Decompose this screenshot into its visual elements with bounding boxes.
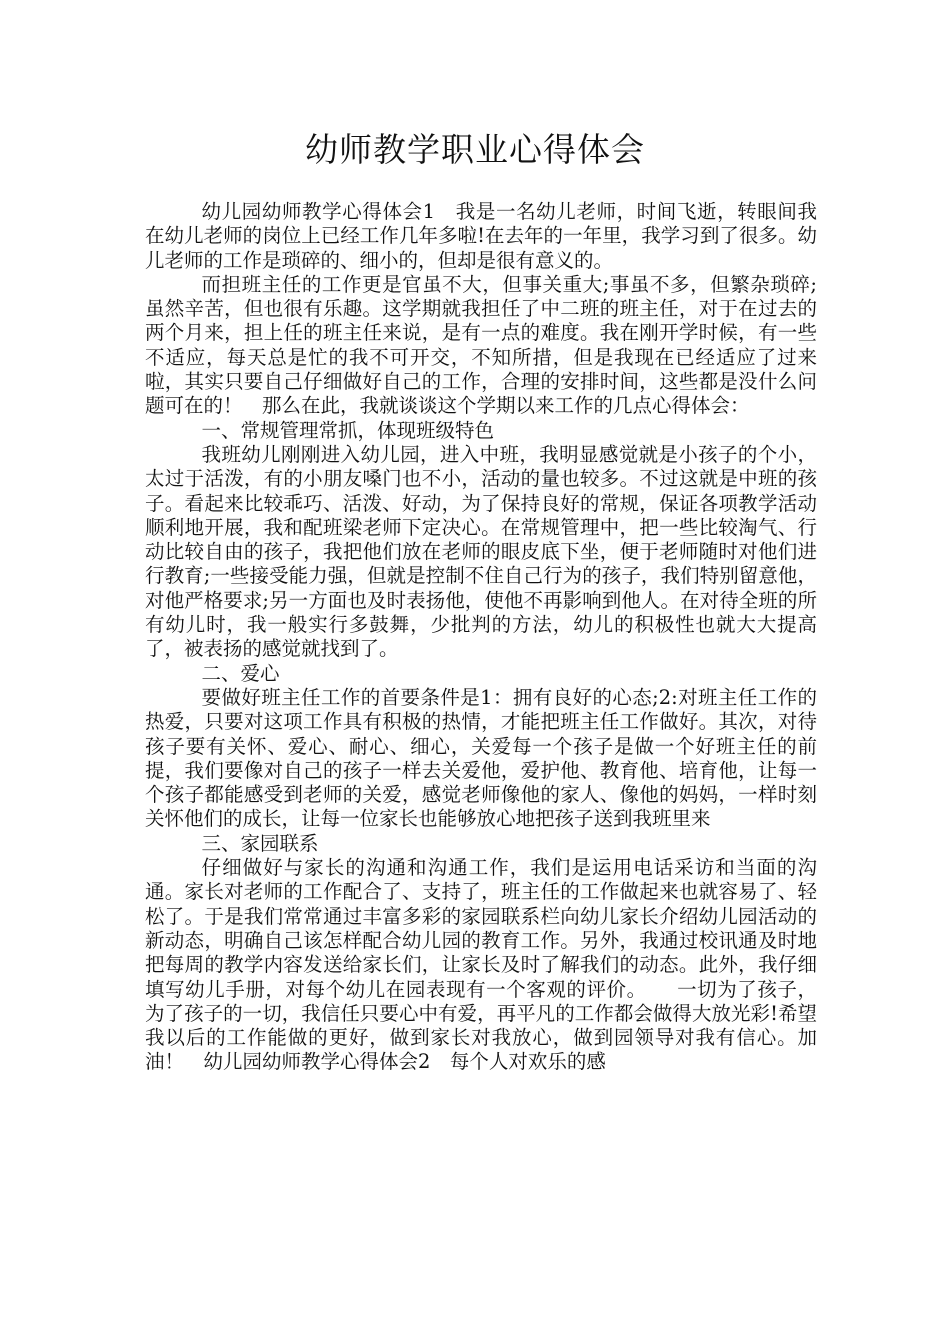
paragraph-head-teacher: 而担班主任的工作更是官虽不大，但事关重大;事虽不多，但繁杂琐碎;虽然辛苦，但也很有乐趣。这学期就我担任了中二班的班主任，对于在过去的两个月来，担上任的班主任来说，是有一点的难度。我在刚开学时候，有一些不适应，每天总是忙的我不可开交，不知所措，但是我现在已经适应了过来啦，其实只要自己仔细做好自己的工作，合理的安排时间，这些都是没什么问题可在的！ 那么在此，我就谈谈这个学期以来工作的几点心得体会： [145,272,817,418]
paragraph-home-school: 仔细做好与家长的沟通和沟通工作，我们是运用电话采访和当面的沟通。家长对老师的工作配合了、支持了，班主任的工作做起来也就容易了、轻松了。于是我们常常通过丰富多彩的家园联系栏向幼儿家长介绍幼儿园活动的新动态，明确自己该怎样配合幼儿园的教育工作。另外，我通过校讯通及时地把每周的教学内容发送给家长们，让家长及时了解我们的动态。此外，我仔细填写幼儿手册，对每个幼儿在园表现有一个客观的评价。 一切为了孩子，为了孩子的一切，我信任只要心中有爱，再平凡的工作都会做得大放光彩!希望我以后的工作能做的更好，做到家长对我放心，做到园领导对我有信心。加油！ 幼儿园幼师教学心得体会2 每个人对欢乐的感 [145,856,817,1074]
paragraph-routine: 我班幼儿刚刚进入幼儿园，进入中班，我明显感觉就是小孩子的个小，太过于活泼，有的小朋友嗓门也不小，活动的量也较多。不过这就是中班的孩子。看起来比较乖巧、活泼、好动，为了保持良好的常规，保证各项教学活动顺利地开展，我和配班梁老师下定决心。在常规管理中，把一些比较淘气、行动比较自由的孩子，我把他们放在老师的眼皮底下坐，便于老师随时对他们进行教育;一些接受能力强，但就是控制不住自己行为的孩子，我们特别留意他，对他严格要求;另一方面也及时表扬他，使他不再影响到他人。在对待全班的所有幼儿时，我一般实行多鼓舞，少批判的方法，幼儿的积极性也就大大提高了，被表扬的感觉就找到了。 [145,442,817,661]
document-title: 幼师教学职业心得体会 [305,130,645,169]
section-heading-routine: 一、常规管理常抓，体现班级特色 [201,418,495,442]
section-heading-home-school: 三、家园联系 [201,831,319,855]
paragraph-love: 要做好班主任工作的首要条件是1：拥有良好的心态;2:对班主任工作的热爱，只要对这项工作具有积极的热情，才能把班主任工作做好。其次，对待孩子要有关怀、爱心、耐心、细心，关爱每一个孩子是做一个好班主任的前提，我们要像对自己的孩子一样去关爱他，爱护他、教育他、培育他，让每一个孩子都能感受到老师的关爱，感觉老师像他的家人、像他的妈妈，一样时刻关怀他们的成长，让每一位家长也能够放心地把孩子送到我班里来 [145,685,817,831]
section-heading-love: 二、爱心 [201,661,280,685]
document-body [145,200,817,1075]
paragraph-intro: 幼儿园幼师教学心得体会1 我是一名幼儿老师，时间飞逝，转眼间我在幼儿老师的岗位上已经工作几年多啦!在去年的一年里，我学习到了很多。幼儿老师的工作是琐碎的、细小的，但却是很有意义的。 [145,200,817,272]
